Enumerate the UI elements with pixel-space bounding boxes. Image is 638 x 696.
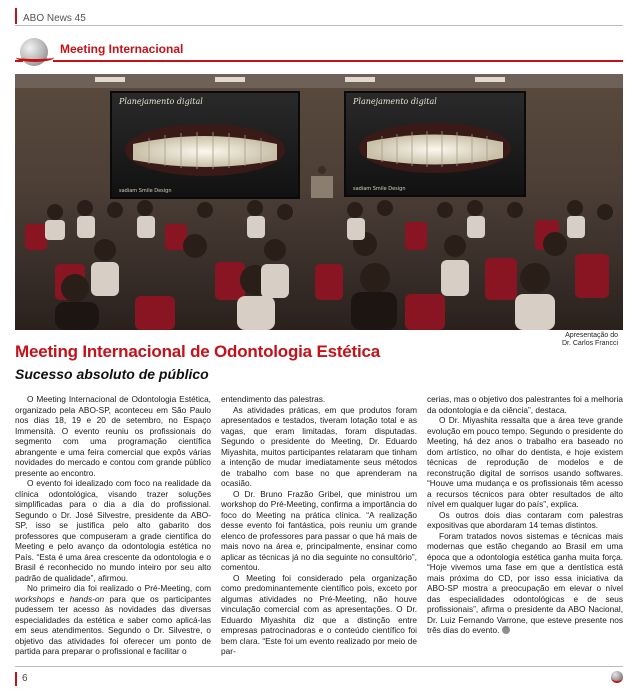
paragraph: Foram tratados novos sistemas e técnicas mais modernas que estão chegando ao Brasil em uma época que a odontologia estética ganha muita força. “Hoje vivemos uma fase em que a dentística está mais próxima do CD, por isso essa iniciativa da ABO-SP mostra a preocupação em elevar o nível das especialidades odontológicas e de seus profissionais”, afirma o presidente da ABO Nacional, Dr. Luiz Fernando Varrone, que esteve presente nos três dias do evento. — [427, 530, 623, 635]
paragraph: O Meeting Internacional de Odontologia Estética, organizado pela ABO-SP, aconteceu em São Paulo nos dias 18, 19 e 20 de setembro, no Espaço Immensità. O evento reuniu os profissionais do segmento com uma programação científica abrangente e uma feira comercial que expôs várias novidades do mercado e contou com grande público presente ao encontro. — [15, 394, 211, 478]
paragraph: O Dr. Miyashita ressalta que a área teve grande evolução em pouco tempo. Segundo o presidente do Meeting, há dez anos o trabalho era baseado no dom artístico, no olhar do dentista, e hoje existem técnicas de reprodução de modelos e de reconstrução digital de sorrisos usando softwares. “Houve uma mudança e os profissionais têm acesso a recursos técnicos para obter resultados de alto nível em qualquer lugar do país”, explica. — [427, 415, 623, 509]
right-screen-subtitle: sadiam Smile Design — [353, 186, 406, 192]
emphasis-hands-on: hands-on — [69, 593, 105, 604]
photo-caption — [562, 332, 618, 348]
right-projection-screen — [345, 92, 525, 196]
caption-line-1: Apresentação do — [565, 332, 618, 339]
emphasis-workshops: workshops — [15, 593, 55, 604]
section-rule-left — [15, 60, 23, 62]
article-column-3 — [427, 394, 623, 657]
left-projection-screen — [111, 92, 299, 198]
left-screen-title: Planejamento digital — [119, 97, 203, 106]
footer-divider — [15, 666, 623, 667]
section-bar — [15, 36, 623, 66]
caption-line-2: Dr. Carlos Francci — [561, 340, 618, 347]
end-of-article-icon — [502, 626, 510, 634]
paragraph: O Meeting foi considerado pela organização como predominantemente científico pois, exceto por algumas atividades no Pré-Meeting, não houve vinculação comercial com as apresentações. O Dr. Eduardo Miyashita diz que a distinção entre empresas patrocinadoras e o conteúdo científico foi bem clara. “Este foi um evento realizado por meio de par- — [221, 572, 417, 656]
article-title: Meeting Internacional de Odontologia Estética — [15, 342, 381, 361]
publication-name: ABO News 45 — [23, 13, 86, 24]
article-body — [15, 394, 623, 657]
paragraph: No primeiro dia foi realizado o Pré-Meeting, com workshops e hands-on para que os participantes pudessem ter acesso às novidades das diversas especialidades da estética e saber como aplicá-las em seus atendimentos. Segundo o Dr. Silvestre, o objetivo das atividades foi oferecer um ponto de partida para preparar o profissional e facilitar o — [15, 583, 211, 656]
paragraph: cerias, mas o objetivo dos palestrantes foi a melhoria da odontologia e da ciência”, destaca. — [427, 394, 623, 415]
left-screen-subtitle: sadiam Smile Design — [119, 188, 172, 194]
conference-photo — [15, 74, 623, 330]
paragraph: O evento foi idealizado com foco na realidade da clínica odontológica, visando trazer soluções simplificadas para o dia a dia do profissional. Segundo o Dr. José Silvestre, presidente da ABO-SP, isso se justifica pelo alto gabarito dos professores que compuseram a grade científica do Meeting e pelo avanço da odontologia estética no País. “Esta é uma área crescente da odontologia e o Brasil é reconhecido no mundo inteiro por seu alto padrão de qualidade”, afirmou. — [15, 478, 211, 583]
section-rule — [53, 60, 623, 62]
paragraph: entendimento das palestras. — [221, 394, 326, 404]
page-number: 6 — [15, 672, 28, 686]
right-screen-title: Planejamento digital — [353, 97, 437, 106]
paragraph: Os outros dois dias contaram com palestras expositivas que abordaram 14 temas distintos. — [427, 509, 623, 530]
header-divider — [15, 25, 623, 26]
article-column-2 — [221, 394, 417, 657]
paragraph: As atividades práticas, em que produtos foram apresentados e testados, tiveram lotação total e as vagas, que eram limitadas, foram disputadas. Segundo o presidente do Meeting, Dr. Eduardo Miyashita, muitos participantes relataram que tinham a intenção de mudar imediatamente seus métodos de trabalho com base no que aprenderam na ocasião. — [221, 404, 417, 488]
auditorium-illustration — [15, 74, 623, 330]
paragraph: O Dr. Bruno Frazão Gribel, que ministrou um workshop do Pré-Meeting, confirma a importância do foco do Meeting na prática clínica. “A realização desse evento foi fantástica, pois reuniu um grande elenco de professores para passar o que há mais de mais novo na área e, principalmente, ensinar como aplicar as técnicas já no dia seguinte no consultório”, comentou. — [221, 488, 417, 572]
article-subtitle: Sucesso absoluto de público — [15, 366, 209, 382]
footer-logo-icon — [611, 671, 623, 683]
page-header — [15, 8, 623, 24]
article-column-1 — [15, 394, 211, 657]
section-label: Meeting Internacional — [60, 42, 184, 56]
